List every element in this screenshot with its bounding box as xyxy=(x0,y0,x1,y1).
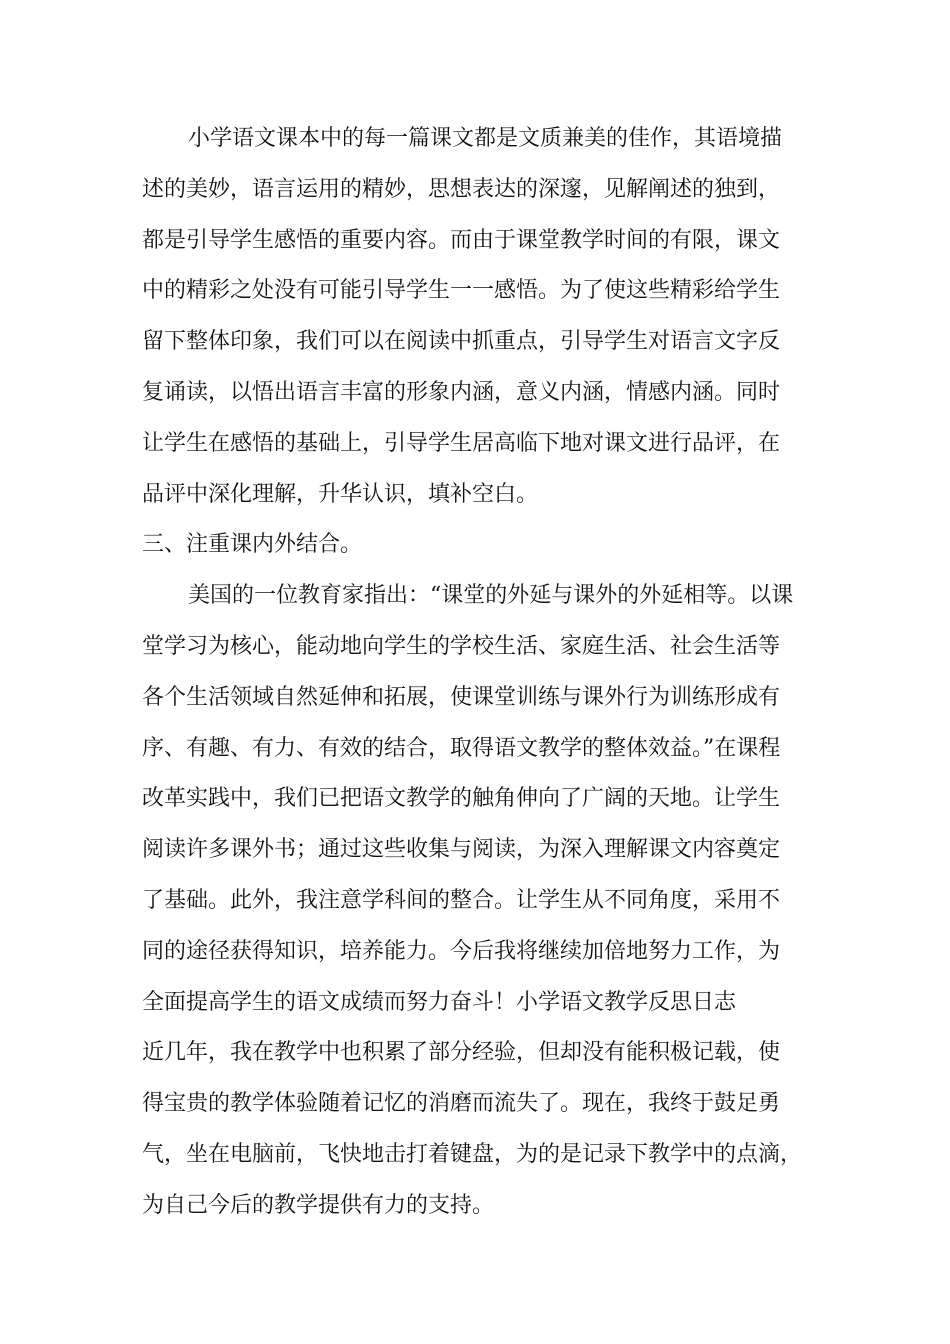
paragraph-line: 气，坐在电脑前，飞快地击打着键盘，为的是记录下教学中的点滴， xyxy=(142,1141,803,1167)
paragraph-line: 留下整体印象，我们可以在阅读中抓重点，引导学生对语言文字反 xyxy=(142,329,781,355)
paragraph-line: 复诵读，以悟出语言丰富的形象内涵，意义内涵，情感内涵。同时 xyxy=(142,379,781,405)
paragraph-line: 述的美妙，语言运用的精妙，思想表达的深邃，见解阐述的独到， xyxy=(142,176,781,202)
paragraph-line: 了基础。此外，我注意学科间的整合。让学生从不同角度，采用不 xyxy=(142,887,781,913)
paragraph-line: 序、有趣、有力、有效的结合，取得语文教学的整体效益。”在课程 xyxy=(142,735,781,761)
body-text xyxy=(142,118,812,1236)
paragraph-line: 堂学习为核心，能动地向学生的学校生活、家庭生活、社会生活等 xyxy=(142,633,781,659)
paragraph-line: 阅读许多课外书；通过这些收集与阅读，为深入理解课文内容奠定 xyxy=(142,837,781,863)
paragraph-line: 得宝贵的教学体验随着记忆的消磨而流失了。现在，我终于鼓足勇 xyxy=(142,1091,781,1117)
paragraph-line: 品评中深化理解，升华认识，填补空白。 xyxy=(142,481,539,507)
paragraph-line: 近几年，我在教学中也积累了部分经验，但却没有能积极记载，使 xyxy=(142,1040,781,1066)
paragraph-line: 各个生活领域自然延伸和拓展，使课堂训练与课外行为训练形成有 xyxy=(142,684,781,710)
paragraph-line: 美国的一位教育家指出：“课堂的外延与课外的外延相等。以课 xyxy=(188,583,794,609)
paragraph-line: 改革实践中，我们已把语文教学的触角伸向了广阔的天地。让学生 xyxy=(142,786,781,812)
paragraph-line: 中的精彩之处没有可能引导学生一一感悟。为了使这些精彩给学生 xyxy=(142,278,781,304)
paragraph-line: 都是引导学生感悟的重要内容。而由于课堂教学时间的有限，课文 xyxy=(142,227,781,253)
paragraph-line: 让学生在感悟的基础上，引导学生居高临下地对课文进行品评，在 xyxy=(142,430,781,456)
paragraph-line: 全面提高学生的语文成绩而努力奋斗！小学语文教学反思日志 xyxy=(142,989,737,1015)
paragraph-line: 为自己今后的教学提供有力的支持。 xyxy=(142,1192,495,1218)
paragraph-line: 小学语文课本中的每一篇课文都是文质兼美的佳作，其语境描 xyxy=(188,126,783,151)
section-heading: 三、注重课内外结合。 xyxy=(142,532,363,558)
paragraph-line: 同的途径获得知识，培养能力。今后我将继续加倍地努力工作，为 xyxy=(142,938,781,964)
